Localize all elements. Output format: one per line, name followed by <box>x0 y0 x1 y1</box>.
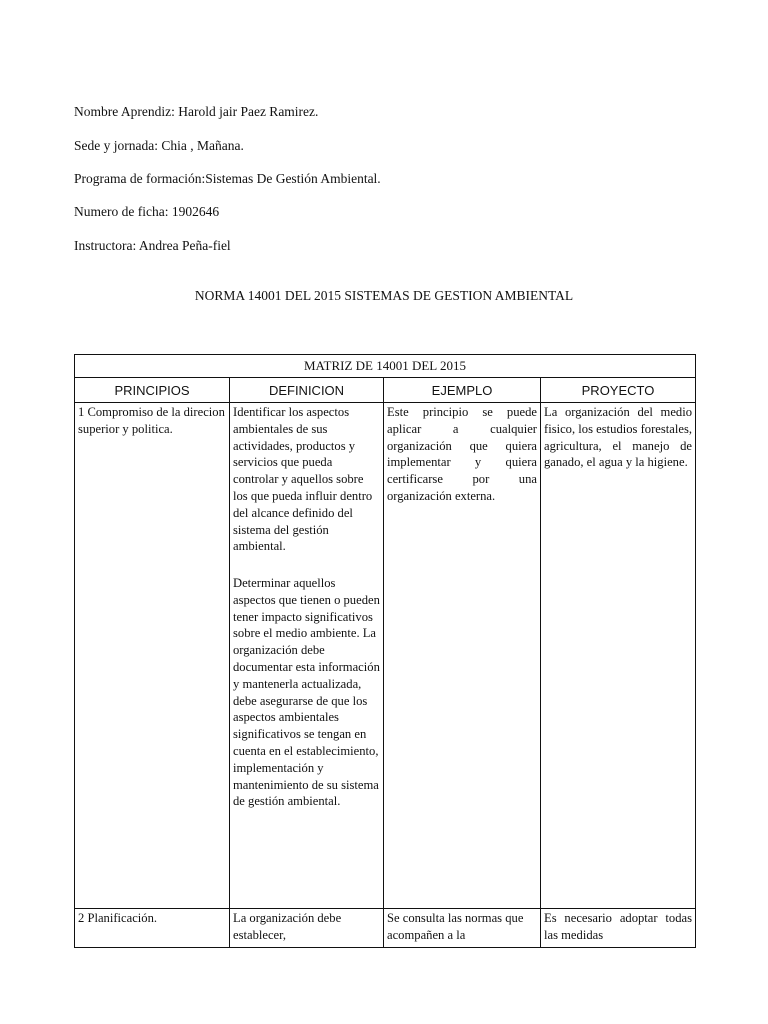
principle-text: 1 Compromiso de la direcion superior y politica. <box>78 405 225 436</box>
project-cell <box>541 403 696 909</box>
project-text: La organización del medio fisico, los estudios forestales, agricultura, el manejo de ganado, el agua y la higiene. <box>544 405 693 470</box>
instructor-line: Instructora: Andrea Peña-fiel <box>74 238 231 253</box>
column-header-definition: DEFINICION <box>230 378 384 403</box>
example-cell <box>384 909 541 948</box>
example-cell <box>384 403 541 909</box>
matrix-header-row <box>75 378 696 403</box>
principle-text: 2 Planificación. <box>78 911 158 925</box>
definition-paragraph-2: Determinar aquellos aspectos que tienen o pueden tener impacto significativos sobre el medio ambiente. La organización debe documentar esta información y mantenerla actualizada, debe asegurarse de que los aspectos ambientales significativos se tengan en cuenta en el establecimiento, implementación y mantenimiento de su sistema de gestión ambiental. <box>233 575 380 809</box>
document-title: NORMA 14001 DEL 2015 SISTEMAS DE GESTION AMBIENTAL <box>194 288 574 303</box>
project-cell <box>541 909 696 948</box>
definition-paragraph-1: Identificar los aspectos ambientales de sus actividades, productos y servicios que pueda controlar y aquellos sobre los que pueda influir dentro del alcance definido del sistema del gestión ambiental. <box>233 405 373 554</box>
table-row <box>75 909 696 948</box>
column-header-principles: PRINCIPIOS <box>75 378 230 403</box>
example-text: Se consulta las normas que acompañen a la <box>387 911 524 942</box>
table-row <box>75 403 696 909</box>
project-text: Es necesario adoptar todas las medidas <box>544 911 693 942</box>
matrix-title-row <box>75 355 696 378</box>
student-name-line: Nombre Aprendiz: Harold jair Paez Ramirez. <box>74 104 319 119</box>
column-header-project: PROYECTO <box>541 378 696 403</box>
file-number-line: Numero de ficha: 1902646 <box>74 204 220 219</box>
training-program-line: Programa de formación:Sistemas De Gestión Ambiental. <box>74 171 381 186</box>
principle-cell <box>75 909 230 948</box>
definition-cell <box>230 403 384 909</box>
definition-cell <box>230 909 384 948</box>
definition-paragraph-1: La organización debe establecer, <box>233 911 342 942</box>
column-header-example: EJEMPLO <box>384 378 541 403</box>
site-shift-line: Sede y jornada: Chia , Mañana. <box>74 138 244 153</box>
example-text: Este principio se puede aplicar a cualquier organización que quiera implementar y quiera certificarse por una organización externa. <box>387 405 537 503</box>
matrix-title: MATRIZ DE 14001 DEL 2015 <box>75 355 696 378</box>
iso-14001-matrix-table <box>74 354 696 948</box>
principle-cell <box>75 403 230 909</box>
